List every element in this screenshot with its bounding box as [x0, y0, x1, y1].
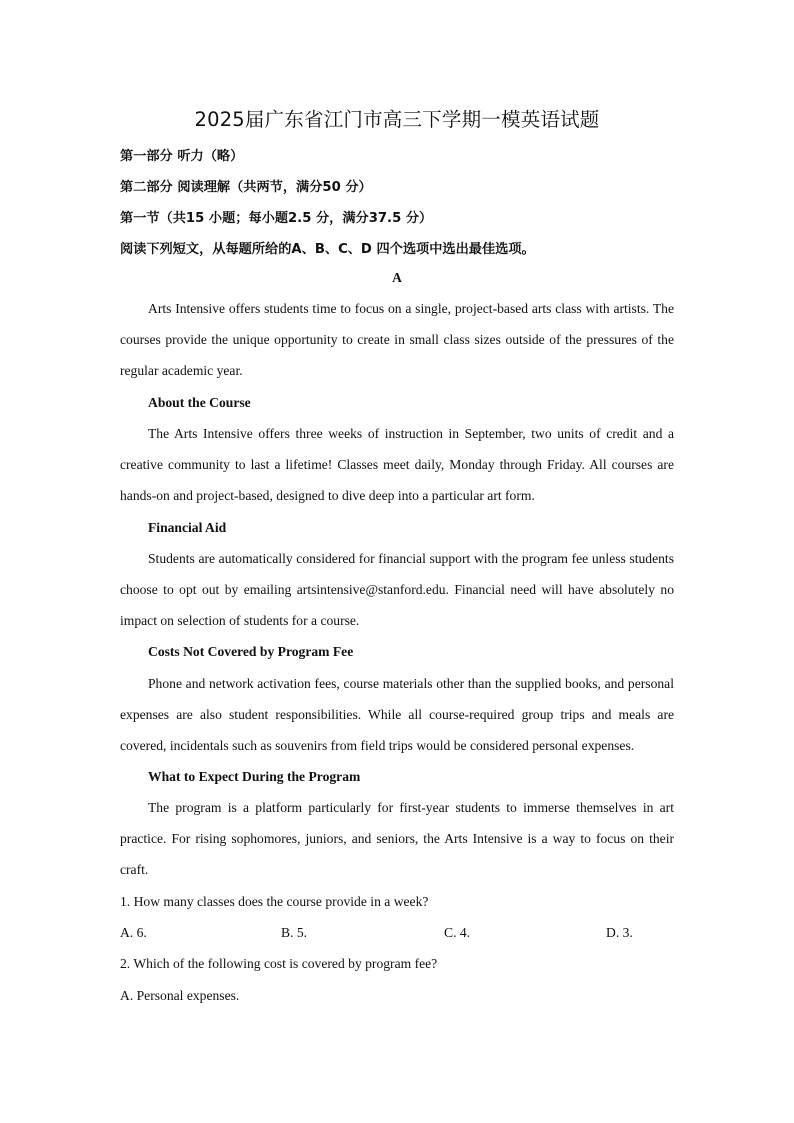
- question-1-option-c: C. 4.: [444, 925, 471, 940]
- question-1-option-b: B. 5.: [281, 925, 308, 940]
- section-heading-what-to-expect: What to Expect During the Program: [148, 769, 361, 784]
- section-paragraph-about-course: The Arts Intensive offers three weeks of instruction in September, two units of credit and a creative community to last a lifetime! Classes meet daily, Monday through Friday. All courses are hands-on and project-based, designed to dive deep into a particular art form.: [120, 426, 674, 503]
- section-paragraph-costs-not-covered: Phone and network activation fees, course materials other than the supplied books, and personal expenses are also student responsibilities. While all course-required group trips and meals are covered, incidentals such as souvenirs from field trips would be considered personal expenses.: [120, 676, 674, 753]
- question-2-stem: 2. Which of the following cost is covered by program fee?: [120, 956, 438, 971]
- section-one-heading: 第一节（共15 小题；每小题2.5 分，满分37.5 分）: [120, 211, 433, 226]
- section-paragraph-what-to-expect: The program is a platform particularly for first-year students to immerse themselves in art practice. For rising sophomores, juniors, and seniors, the Arts Intensive is a way to focus on their craft.: [120, 800, 674, 877]
- section-heading-costs-not-covered: Costs Not Covered by Program Fee: [148, 644, 354, 659]
- instruction-text: 阅读下列短文，从每题所给的A、B、C、D 四个选项中选出最佳选项。: [120, 242, 535, 257]
- section-heading-financial-aid: Financial Aid: [148, 520, 227, 535]
- exam-title: 2025届广东省江门市高三下学期一模英语试题: [194, 108, 600, 131]
- passage-intro-paragraph: Arts Intensive offers students time to focus on a single, project-based arts class with artists. The courses provide the unique opportunity to create in small class sizes outside of the pressures of the regular academic year.: [120, 301, 674, 378]
- part-one-heading: 第一部分 听力（略）: [120, 149, 244, 164]
- passage-label: A: [392, 270, 402, 285]
- question-1-option-a: A. 6.: [120, 925, 147, 940]
- question-1-stem: 1. How many classes does the course provide in a week?: [120, 894, 429, 909]
- section-heading-about-course: About the Course: [148, 395, 251, 410]
- question-1-option-d: D. 3.: [606, 925, 633, 940]
- question-2-option-a: A. Personal expenses.: [120, 988, 240, 1003]
- section-paragraph-financial-aid: Students are automatically considered for financial support with the program fee unless students choose to opt out by emailing artsintensive@stanford.edu. Financial need will have absolutely no impact on selection of students for a course.: [120, 551, 674, 628]
- part-two-heading: 第二部分 阅读理解（共两节，满分50 分）: [120, 180, 372, 195]
